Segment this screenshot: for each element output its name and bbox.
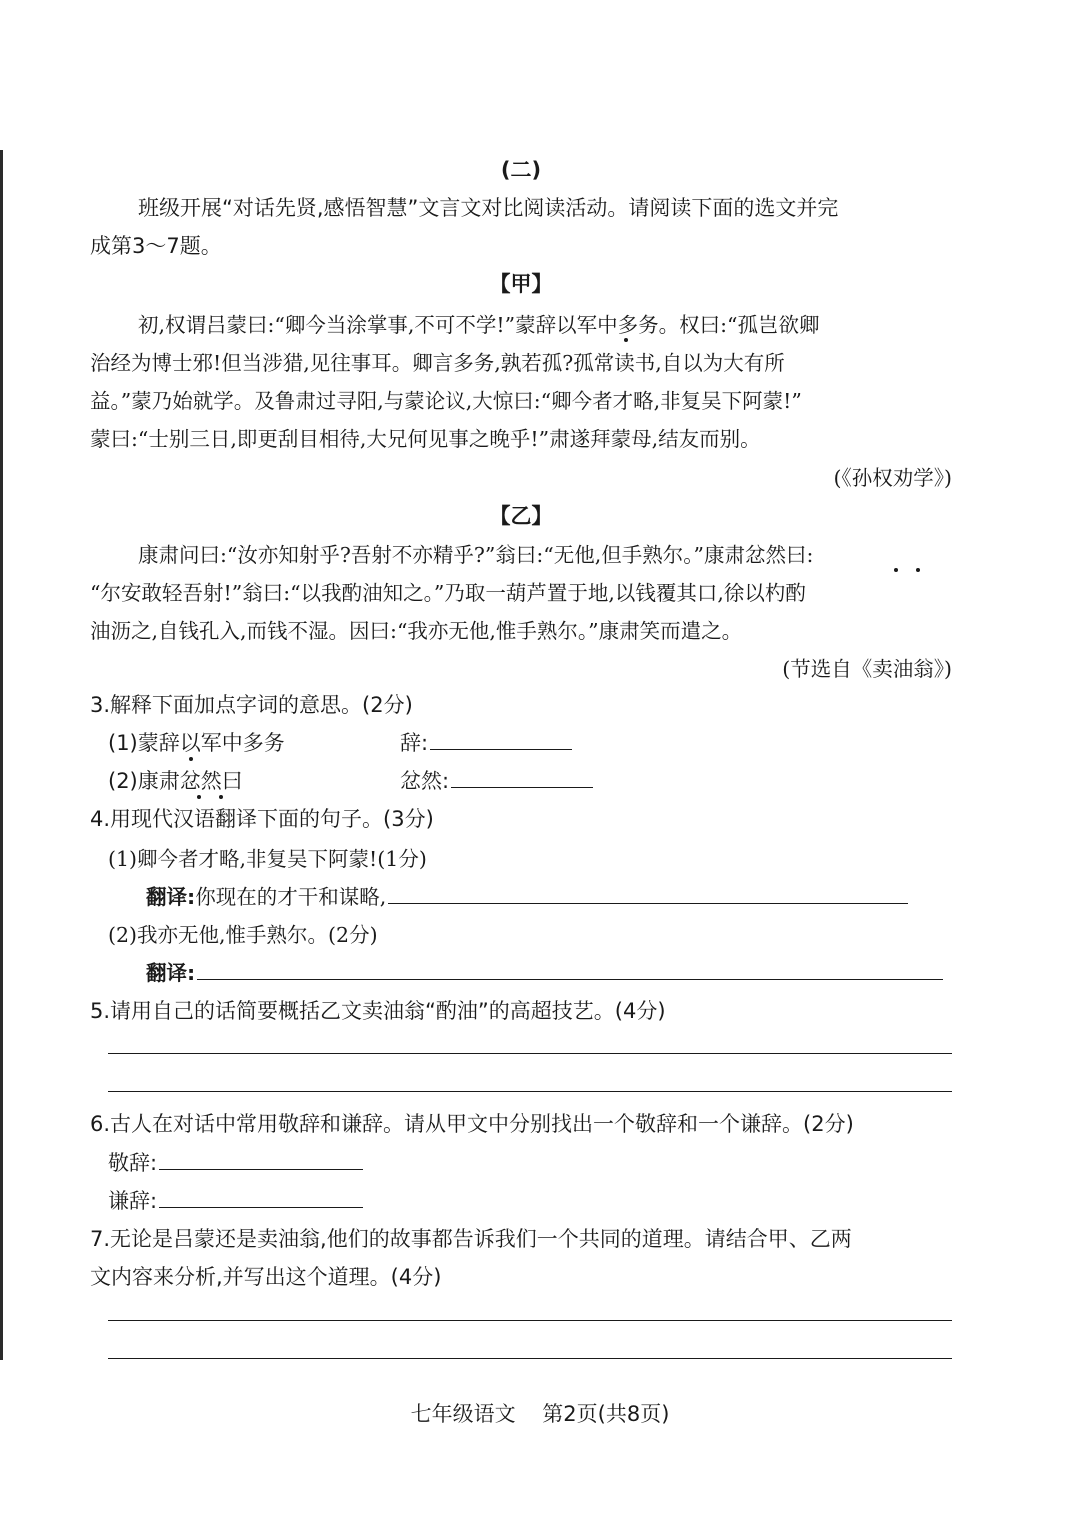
q6-answer-2-blank[interactable] <box>159 1203 363 1208</box>
passage-a-source: (《孙权劝学》) <box>833 466 952 490</box>
q4-item-2-answer-blank[interactable] <box>197 975 943 980</box>
q3-item-1: (1)蒙辞以军中多务 <box>108 731 285 755</box>
q5-stem: 5.请用自己的话简要概括乙文卖油翁“酌油”的高超技艺。(4分) <box>90 999 666 1023</box>
q7-answer-line-1[interactable] <box>108 1320 952 1321</box>
emphasis-dot <box>219 795 223 799</box>
section-heading: (二) <box>500 158 542 182</box>
passage-a-line-1: 初,权谓吕蒙曰:“卿今当涂掌事,不可不学!”蒙辞以军中多务。权曰:“孤岂欲卿 <box>138 313 820 337</box>
passage-b-heading: 【乙】 <box>489 504 553 528</box>
passage-a-line-4: 蒙曰:“士别三日,即更刮目相待,大兄何见事之晚乎!”肃遂拜蒙母,结友而别。 <box>90 427 761 451</box>
passage-b-line-3: 油沥之,自钱孔入,而钱不湿。因曰:“我亦无他,惟手熟尔。”康肃笑而遣之。 <box>90 619 743 643</box>
q5-answer-line-2[interactable] <box>108 1091 952 1092</box>
q4-item-1-answer <box>146 880 908 910</box>
emphasis-dot <box>624 338 628 342</box>
q7-stem-line-1: 7.无论是吕蒙还是卖油翁,他们的故事都告诉我们一个共同的道理。请结合甲、乙两 <box>90 1227 852 1251</box>
q6-answer-1 <box>108 1147 363 1177</box>
page-footer: 七年级语文 第2页(共8页) <box>410 1402 670 1426</box>
passage-b-source: (节选自《卖油翁》) <box>782 657 952 681</box>
passage-a-line-3: 益。”蒙乃始就学。及鲁肃过寻阳,与蒙论议,大惊曰:“卿今者才略,非复吴下阿蒙!” <box>90 389 802 413</box>
q7-answer-line-2[interactable] <box>108 1358 952 1359</box>
q3-item-2: (2)康肃忿然曰 <box>108 769 243 793</box>
page-left-edge <box>0 150 3 1360</box>
q4-item-1-answer-blank[interactable] <box>388 899 908 904</box>
q5-answer-line-1[interactable] <box>108 1053 952 1054</box>
q4-item-1: (1)卿今者才略,非复吴下阿蒙!(1分) <box>108 847 427 871</box>
q7-stem-line-2: 文内容来分析,并写出这个道理。(4分) <box>90 1265 442 1289</box>
passage-a-heading: 【甲】 <box>489 272 553 296</box>
q4-item-2: (2)我亦无他,惟手熟尔。(2分) <box>108 923 378 947</box>
q3-item-2-answer <box>400 765 593 795</box>
section-intro-line-2: 成第3～7题。 <box>90 234 222 258</box>
q3-stem: 3.解释下面加点字词的意思。(2分) <box>90 693 413 717</box>
q6-label-1: 敬辞: <box>108 1151 158 1175</box>
q4-item-2-answer <box>146 956 943 986</box>
q3-item-2-label: 忿然: <box>400 769 450 793</box>
q4-stem: 4.用现代汉语翻译下面的句子。(3分) <box>90 807 434 831</box>
emphasis-dot <box>197 795 201 799</box>
emphasis-dot <box>916 568 920 572</box>
emphasis-dot <box>894 568 898 572</box>
q6-label-2: 谦辞: <box>108 1189 158 1213</box>
q3-item-1-answer <box>400 727 572 757</box>
passage-b-line-2: “尔安敢轻吾射!”翁曰:“以我酌油知之。”乃取一葫芦置于地,以钱覆其口,徐以杓酌 <box>90 581 806 605</box>
q3-item-1-label: 辞: <box>400 731 429 755</box>
q4-item-1-prefill: 你现在的才干和谋略, <box>195 885 387 909</box>
q3-item-1-answer-blank[interactable] <box>430 745 572 750</box>
q6-stem: 6.古人在对话中常用敬辞和谦辞。请从甲文中分别找出一个敬辞和一个谦辞。(2分) <box>90 1112 854 1136</box>
section-intro-line-1: 班级开展“对话先贤,感悟智慧”文言文对比阅读活动。请阅读下面的选文并完 <box>138 196 839 220</box>
passage-b-line-1: 康肃问曰:“汝亦知射乎?吾射不亦精乎?”翁曰:“无他,但手熟尔。”康肃忿然曰: <box>138 543 814 567</box>
q4-item-2-label: 翻译: <box>146 961 196 985</box>
q4-item-1-label: 翻译: <box>146 885 196 909</box>
emphasis-dot <box>189 757 193 761</box>
q3-item-2-answer-blank[interactable] <box>451 783 593 788</box>
passage-a-line-2: 治经为博士邪!但当涉猎,见往事耳。卿言多务,孰若孤?孤常读书,自以为大有所 <box>90 351 785 375</box>
q6-answer-2 <box>108 1185 363 1215</box>
q6-answer-1-blank[interactable] <box>159 1165 363 1170</box>
